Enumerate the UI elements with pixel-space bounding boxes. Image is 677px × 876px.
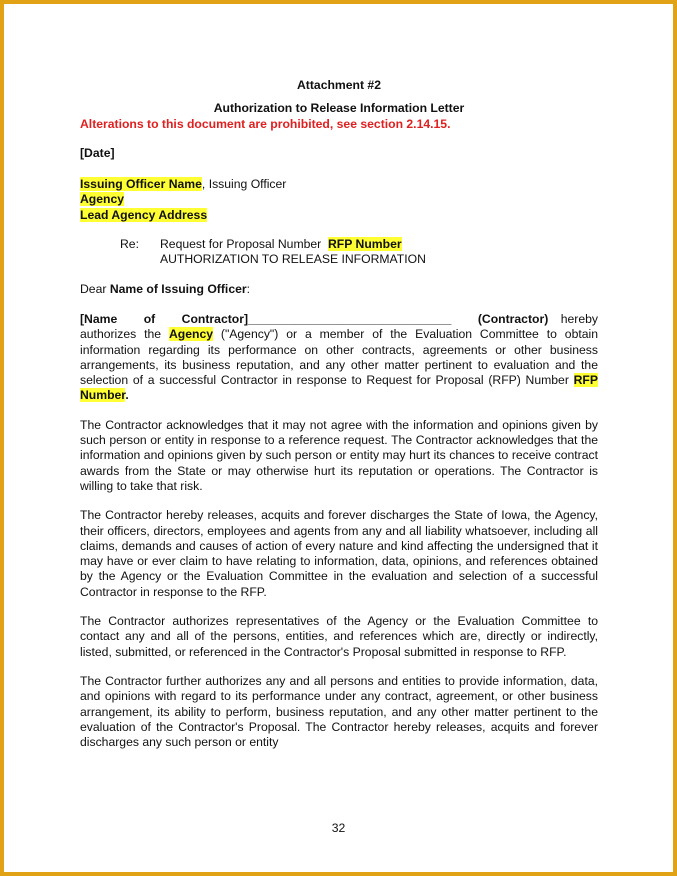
paragraph-contact-authorization: The Contractor authorizes representatives of the Agency or the Evaluation Committee to contact any and all of the persons, entities, and references which are, directly or indirectly, listed, submitted, or referenced in the Contractor's Proposal submitted in response to RFP. bbox=[80, 614, 598, 659]
re-line-1 bbox=[160, 237, 598, 252]
paragraph-1-text-a: hereby authorizes the bbox=[80, 311, 598, 342]
addressee-address-line bbox=[80, 208, 598, 223]
paragraph-release: The Contractor hereby releases, acquits and forever discharges the State of Iowa, the Agency, their officers, directors, employees and agents from any and all liability whatsoever, including all claims, demands and causes of action of every nature and kind affecting the undersigned that it may have or ever claim to have relating to information, data, opinions, and references obtained by the Agency or the Evaluation Committee in the evaluation and selection of a successful Contractor in response to the RFP. bbox=[80, 508, 598, 599]
re-lines bbox=[80, 237, 598, 268]
re-label: Re: bbox=[120, 237, 139, 252]
addressee-block bbox=[80, 177, 598, 223]
contractor-placeholder: [Name of Contractor]______________________________ (Contractor) bbox=[80, 311, 549, 326]
paragraph-authorization bbox=[80, 312, 598, 404]
re-line-1-text: Request for Proposal Number bbox=[160, 237, 328, 252]
re-rfp-number: RFP Number bbox=[328, 237, 402, 252]
attachment-title: Attachment #2 bbox=[297, 78, 381, 92]
issuing-officer-name: Issuing Officer Name bbox=[80, 177, 202, 192]
page-number: 32 bbox=[331, 821, 346, 835]
date-placeholder: [Date] bbox=[80, 145, 115, 160]
letter-title: Authorization to Release Information Letter bbox=[213, 101, 465, 116]
paragraph-1-end: . bbox=[125, 388, 129, 403]
salutation-name: Name of Issuing Officer bbox=[109, 281, 247, 296]
addressee-name-line bbox=[80, 177, 598, 192]
paragraph-1-text-b: ("Agency") or a member of the Evaluation Committee to obtain information regarding its performance on other contracts, agreements or other business arrangements, its business reputation, and any other matter pertinent to evaluation and the selection of a successful Contractor in response to Request for Proposal (RFP) Number bbox=[80, 327, 598, 388]
issuing-officer-suffix: , Issuing Officer bbox=[201, 177, 287, 192]
addressee-address: Lead Agency Address bbox=[80, 207, 208, 222]
salutation-suffix: : bbox=[246, 281, 251, 296]
rfp-number-highlight: RFP Number bbox=[80, 373, 598, 403]
addressee-agency: Agency bbox=[80, 192, 125, 207]
salutation bbox=[80, 282, 598, 297]
addressee-agency-line bbox=[80, 192, 598, 207]
re-line-2: AUTHORIZATION TO RELEASE INFORMATION bbox=[160, 252, 426, 267]
paragraph-acknowledgement: The Contractor acknowledges that it may not agree with the information and opinions given by such person or entity in response to a reference request. The Contractor acknowledges that the information and opinions given by such person or entity may hurt its chances to receive contract awards from the State or may otherwise hurt its reputation or operations. The Contractor is willing to take that risk. bbox=[80, 417, 598, 493]
agency-highlight: Agency bbox=[168, 327, 213, 342]
paragraph-further-authorization: The Contractor further authorizes any and all persons and entities to provide information, data, and opinions with regard to its performance under any contract, agreement, or other business arrangement, its ability to perform, business reputation, and any other matter pertinent to the evaluation of the Contractor's Proposal. The Contractor hereby releases, acquits and forever discharges any such person or entity bbox=[80, 673, 598, 750]
re-block bbox=[80, 237, 598, 268]
salutation-prefix: Dear bbox=[80, 281, 110, 296]
alteration-warning: Alterations to this document are prohibited, see section 2.14.15. bbox=[80, 116, 451, 131]
document-page bbox=[80, 78, 598, 764]
